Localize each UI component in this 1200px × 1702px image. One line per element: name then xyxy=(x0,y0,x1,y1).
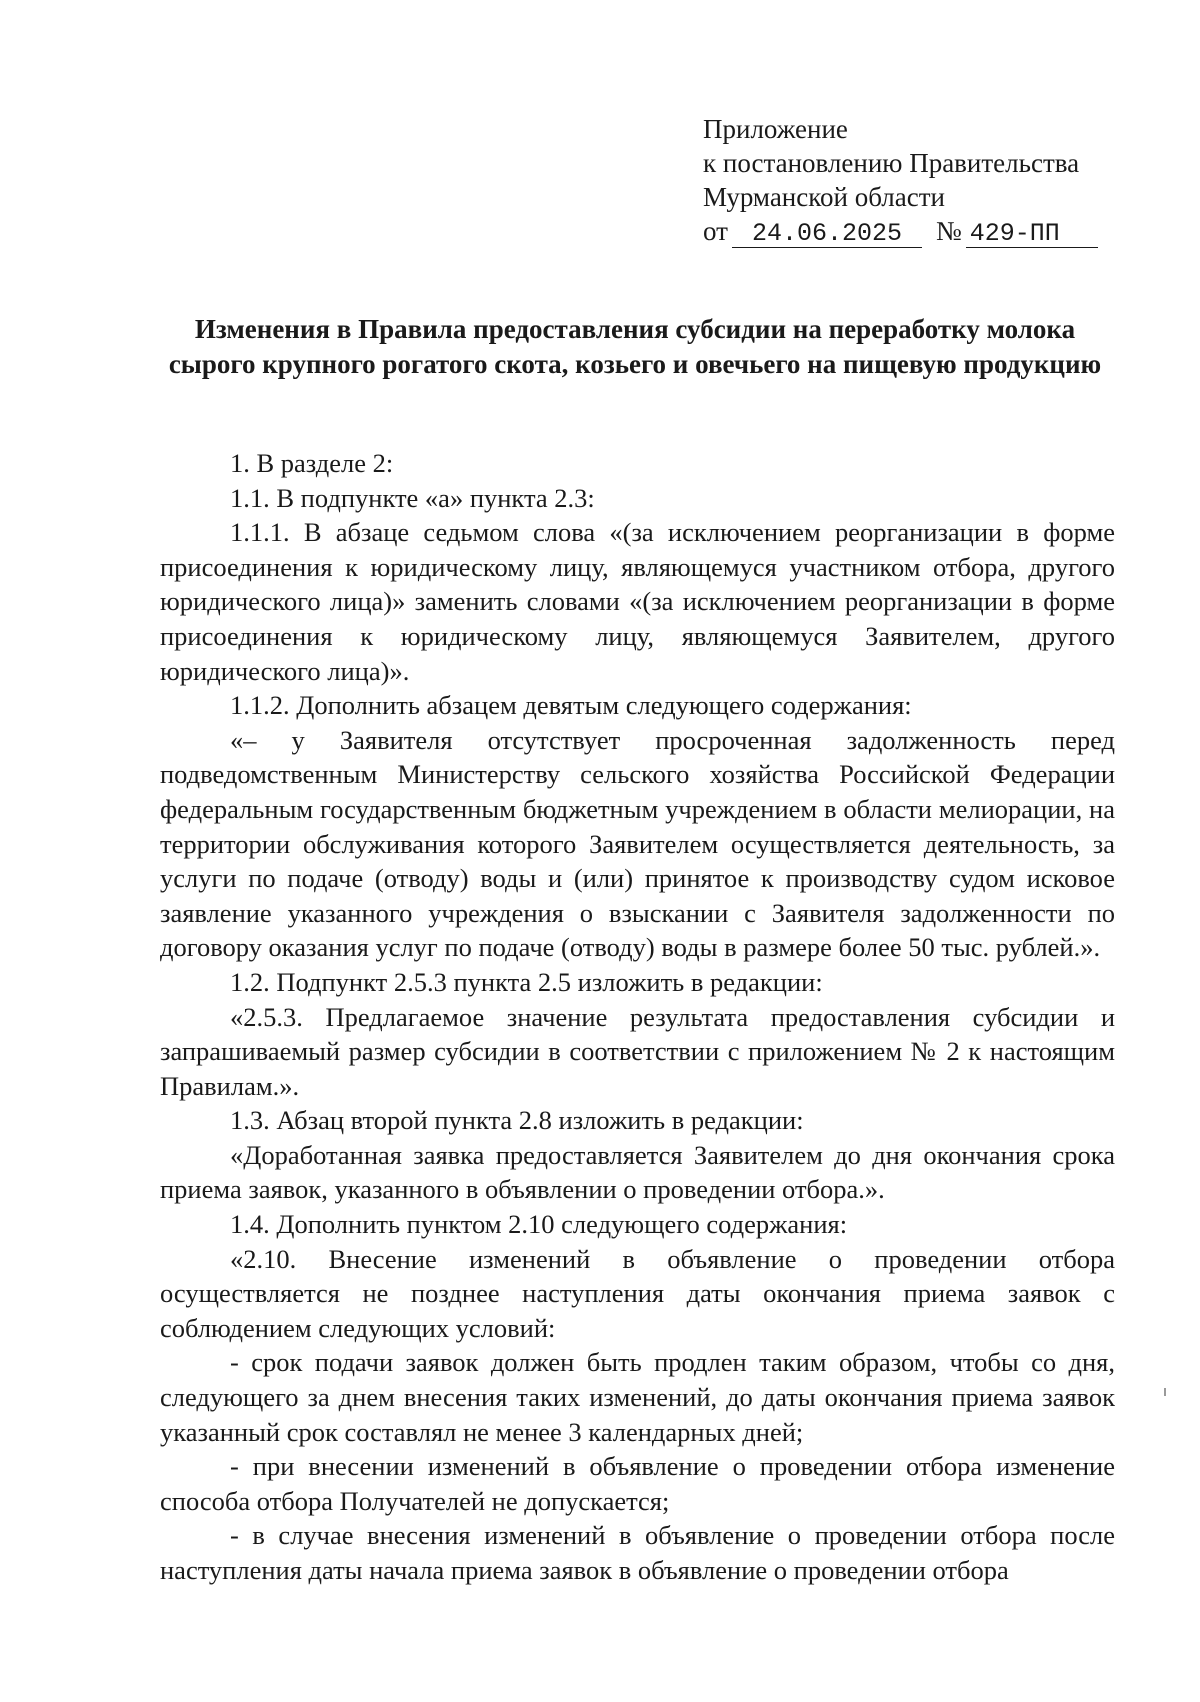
scan-artifact xyxy=(1164,1388,1166,1396)
document-body xyxy=(160,446,1115,1588)
decree-number: 429-ПП xyxy=(966,221,1098,248)
paragraph: «– у Заявителя отсутствует просроченная задолженность перед подведомственным Министерству сельского хозяйства Российской Федерации федеральным государственным бюджетным учреждением в области мелиорации, на территории обслуживания которого Заявителем осуществляется деятельность, за услуги по подаче (отводу) воды и (или) принятое к производству судом исковое заявление указанного учреждения о взыскании с Заявителя задолженности по договору оказания услуг по подаче (отводу) воды в размере более 50 тыс. рублей.». xyxy=(160,724,1115,963)
paragraph: «Доработанная заявка предоставляется Заявителем до дня окончания срока приема заявок, указанного в объявлении о проведении отбора.». xyxy=(160,1139,1115,1205)
paragraph: - при внесении изменений в объявление о проведении отбора изменение способа отбора Получателей не допускается; xyxy=(160,1451,1115,1516)
paragraph: - срок подачи заявок должен быть продлен таким образом, чтобы со дня, следующего за днем внесения таких изменений, до даты окончания приема заявок указанный срок составлял не менее 3 календарных дней; xyxy=(160,1347,1115,1447)
number-sign: № xyxy=(935,216,962,246)
date-prefix: от xyxy=(703,216,728,246)
appendix-header xyxy=(703,112,1123,248)
appendix-line-2: к постановлению Правительства xyxy=(703,148,1080,178)
paragraph: 1.2. Подпункт 2.5.3 пункта 2.5 изложить в редакции: xyxy=(230,966,823,997)
paragraph: 1.1.2. Дополнить абзацем девятым следующего содержания: xyxy=(230,690,912,721)
paragraph: «2.10. Внесение изменений в объявление о проведении отбора осуществляется не позднее наступления даты окончания приема заявок с соблюдением следующих условий: xyxy=(160,1243,1115,1343)
document-title: Изменения в Правила предоставления субсидии на переработку молока сырого крупного рогатого скота, козьего и овечьего на пищевую продукцию xyxy=(168,314,1102,379)
paragraph: 1. В разделе 2: xyxy=(230,448,394,478)
paragraph: «2.5.3. Предлагаемое значение результата предоставления субсидии и запрашиваемый размер субсидии в соответствии с приложением № 2 к настоящим Правилам.». xyxy=(160,1001,1115,1101)
paragraph: 1.1.1. В абзаце седьмом слова «(за исключением реорганизации в форме присоединения к юридическому лицу, являющемуся участником отбора, другого юридического лица)» заменить словами «(за исключением реорганизации в форме присоединения к юридическому лицу, являющемуся Заявителем, другого юридического лица)». xyxy=(160,517,1115,686)
paragraph: - в случае внесения изменений в объявление о проведении отбора после наступления даты начала приема заявок в объявление о проведении отбора xyxy=(160,1520,1115,1585)
decree-date: 24.06.2025 xyxy=(732,221,922,248)
appendix-line-1: Приложение xyxy=(703,114,848,144)
appendix-date-line xyxy=(703,214,1123,248)
appendix-line-3: Мурманской области xyxy=(703,182,945,212)
paragraph: 1.4. Дополнить пунктом 2.10 следующего содержания: xyxy=(230,1209,848,1240)
paragraph: 1.3. Абзац второй пункта 2.8 изложить в редакции: xyxy=(230,1105,804,1136)
paragraph: 1.1. В подпункте «а» пункта 2.3: xyxy=(230,482,595,513)
